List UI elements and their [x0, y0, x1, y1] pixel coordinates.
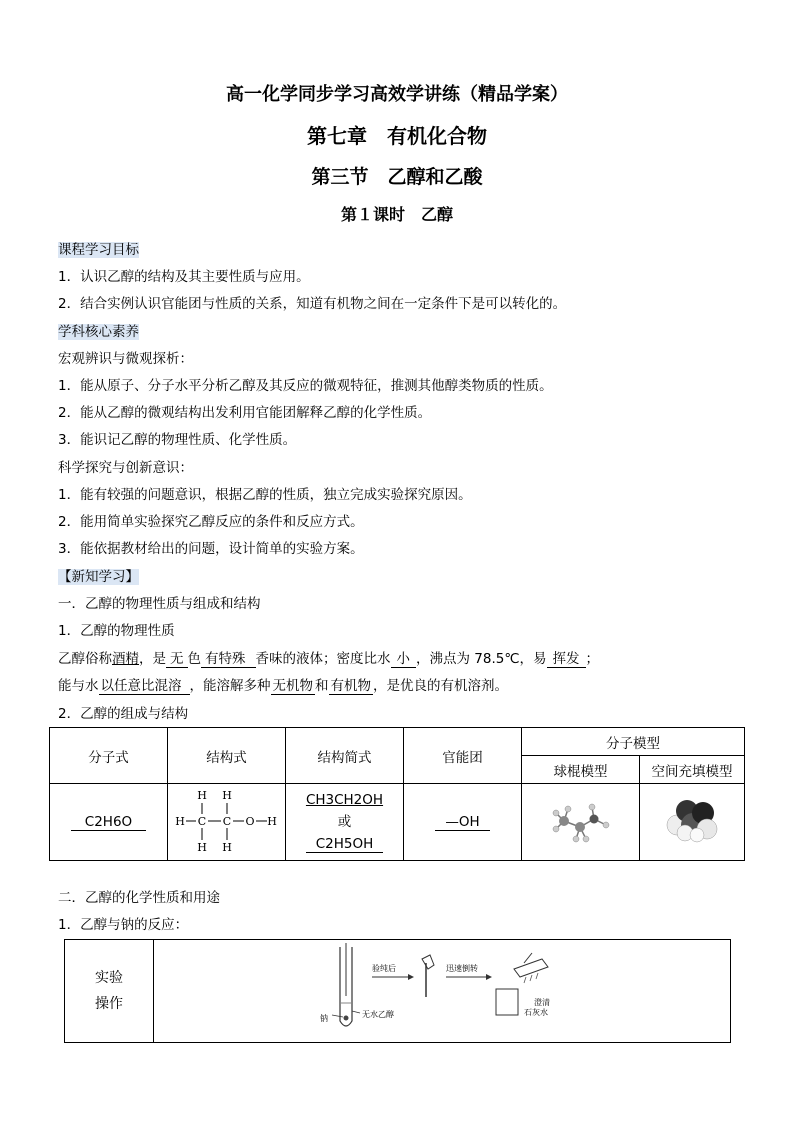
fill-blank: 小: [391, 651, 417, 668]
svg-text:H: H: [221, 841, 232, 854]
label-ethanol: 无水乙醇: [362, 1010, 394, 1019]
cell-structural: [168, 784, 286, 861]
experiment-diagram-cell: [154, 940, 731, 1043]
new-learning-heading: 【新知学习】: [58, 569, 139, 585]
sodium-ethanol-apparatus-diagram: [312, 941, 572, 1037]
physical-props-line1: 乙醇俗称酒精，是 无 色 有特殊 香味的液体；密度比水 小 ，沸点为 78.5℃，易 挥发 ；: [58, 651, 600, 667]
header-model: 分子模型: [522, 728, 745, 756]
svg-text:O: O: [244, 815, 255, 828]
fill-blank: 有特殊: [201, 651, 256, 668]
label-sodium: 钠: [320, 1014, 328, 1023]
experiment-label-cell: [65, 940, 154, 1043]
svg-text:H: H: [196, 841, 207, 854]
section-title: 第三节 乙醇和乙酸: [311, 166, 483, 188]
series-title: 高一化学同步学习高效学讲练（精品学案）: [226, 84, 568, 105]
header-formula: 分子式: [50, 728, 168, 784]
experiment-table: [64, 939, 731, 1043]
space-filling-model-image: [657, 795, 727, 845]
header-structural: 结构式: [168, 728, 286, 784]
cell-space-model: [640, 784, 745, 861]
structural-formula-diagram: [172, 785, 282, 855]
part1-title: 一．乙醇的物理性质与组成和结构: [58, 596, 261, 612]
p2-title: 2．乙醇的组成与结构: [58, 706, 189, 722]
fill-blank: 无: [166, 651, 188, 668]
header-space: 空间充填模型: [640, 756, 745, 784]
svg-text:H: H: [266, 815, 277, 828]
literacy-item: 3．能依据教材给出的问题，设计简单的实验方案。: [58, 541, 364, 557]
fill-blank: 挥发: [547, 651, 586, 668]
goal-item: 1．认识乙醇的结构及其主要性质与应用。: [58, 269, 310, 285]
svg-text:C: C: [222, 815, 231, 828]
ball-stick-model-image: [546, 795, 616, 845]
literacy-subheading: 科学探究与创新意识：: [58, 460, 193, 476]
literacy-item: 3．能识记乙醇的物理性质、化学性质。: [58, 432, 297, 448]
cell-simple: [286, 784, 404, 861]
label-limewater-2: 石灰水: [524, 1008, 548, 1017]
fill-blank: 以任意比混溶: [99, 678, 190, 695]
svg-text:H: H: [196, 789, 207, 802]
formula-value: C2H6O: [71, 814, 146, 831]
simple-formula-2: C2H5OH: [306, 836, 384, 853]
cell-ball-model: [522, 784, 640, 861]
literacy-item: 1．能从原子、分子水平分析乙醇及其反应的微观特征，推测其他醇类物质的性质。: [58, 378, 553, 394]
functional-group: —OH: [435, 814, 489, 831]
chapter-title: 第七章 有机化合物: [307, 124, 487, 148]
p1-title: 1．乙醇的物理性质: [58, 623, 175, 639]
svg-text:C: C: [197, 815, 206, 828]
header-ball: 球棍模型: [522, 756, 640, 784]
structure-table: [49, 727, 745, 861]
literacy-item: 1．能有较强的问题意识，根据乙醇的性质，独立完成实验探究原因。: [58, 487, 472, 503]
part2-title: 二．乙醇的化学性质和用途: [58, 890, 220, 906]
fill-blank: 酒精: [112, 651, 139, 667]
experiment-label-2: 操作: [95, 996, 123, 1012]
literacy-subheading: 宏观辨识与微观探析：: [58, 351, 193, 367]
lesson-title: 第１课时 乙醇: [340, 205, 453, 224]
experiment-label-1: 实验: [95, 970, 123, 986]
header-group: 官能团: [404, 728, 522, 784]
literacy-item: 2．能用简单实验探究乙醇反应的条件和反应方式。: [58, 514, 364, 530]
p3-title: 1．乙醇与钠的反应：: [58, 917, 189, 933]
physical-props-line2: 能与水 以任意比混溶 ，能溶解多种 无机物 和 有机物 ，是优良的有机溶剂。: [58, 678, 508, 694]
goal-item: 2．结合实例认识官能团与性质的关系，知道有机物之间在一定条件下是可以转化的。: [58, 296, 567, 312]
label-invert: 迅速倒转: [446, 964, 478, 973]
fill-blank: 有机物: [330, 678, 371, 694]
label-test-purity: 验纯后: [372, 964, 396, 973]
svg-text:H: H: [221, 789, 232, 802]
header-simple: 结构简式: [286, 728, 404, 784]
cell-formula: [50, 784, 168, 861]
cell-group: [404, 784, 522, 861]
simple-formula-1: CH3CH2OH: [305, 792, 384, 808]
literacy-heading: 学科核心素养: [58, 324, 139, 340]
svg-text:H: H: [174, 815, 185, 828]
literacy-item: 2．能从乙醇的微观结构出发利用官能团解释乙醇的化学性质。: [58, 405, 432, 421]
goals-heading: 课程学习目标: [58, 242, 139, 258]
or-text: 或: [337, 814, 352, 830]
label-limewater-1: 澄清: [534, 998, 550, 1007]
fill-blank: 无机物: [272, 678, 313, 694]
